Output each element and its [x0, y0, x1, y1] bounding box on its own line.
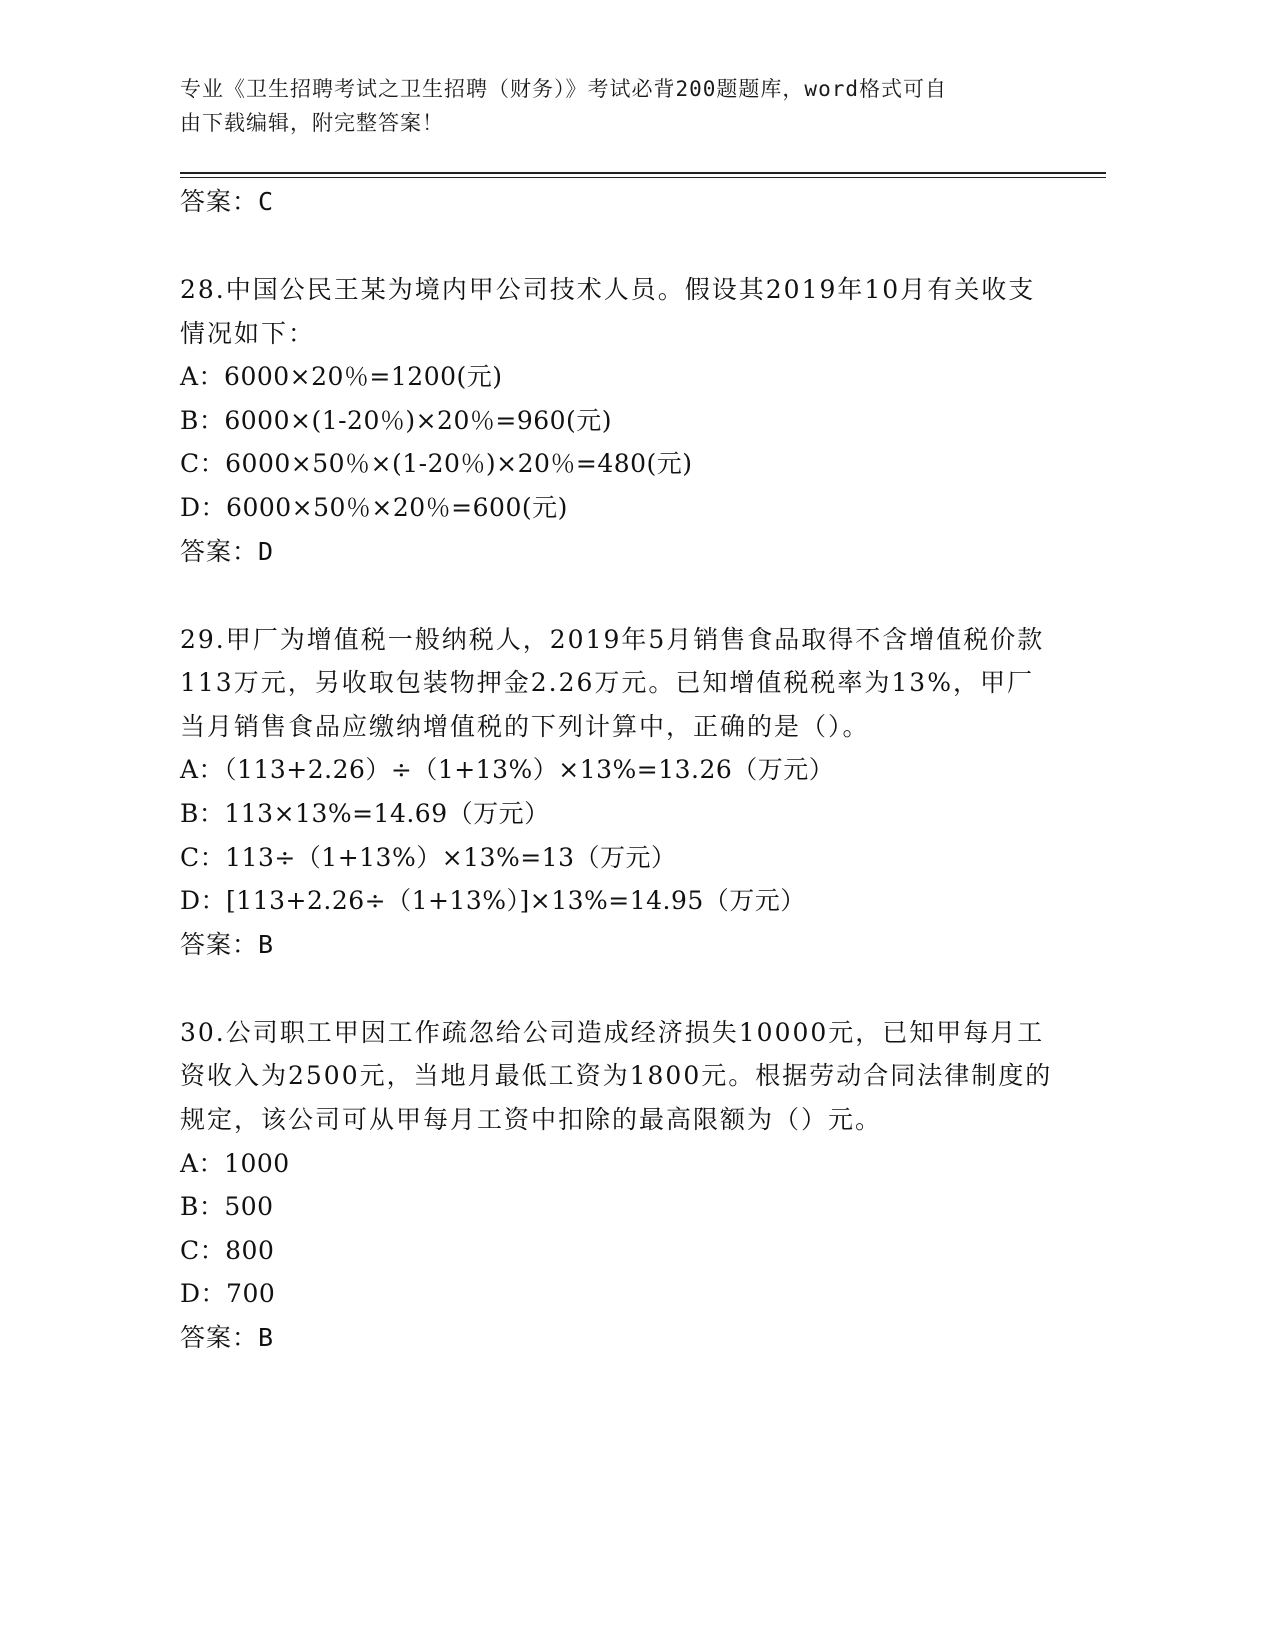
option-b: B：113×13%=14.69（万元）	[180, 798, 550, 828]
question-block-29	[180, 618, 1060, 967]
document-body	[180, 180, 1060, 1360]
question-text: 30.公司职工甲因工作疏忽给公司造成经济损失10000元，已知甲每月工资收入为2500元，当地月最低工资为1800元。根据劳动合同法律制度的规定，该公司可从甲每月工资中扣除的最高限额为（）元。	[180, 1017, 1053, 1134]
header-line-2: 由下载编辑，附完整答案！	[180, 111, 444, 135]
answer-line: 答案：D	[180, 536, 275, 566]
option-d: D：700	[180, 1279, 276, 1309]
answer-line: 答案：B	[180, 929, 275, 959]
answer-line: 答案：B	[180, 1322, 275, 1352]
option-c: C：113÷（1+13%）×13%=13（万元）	[180, 842, 677, 872]
question-block-30	[180, 1011, 1060, 1360]
option-b: B：6000×(1-20％)×20％=960(元)	[180, 405, 613, 435]
option-c: C：6000×50％×(1-20％)×20％=480(元)	[180, 449, 693, 479]
option-a: A：6000×20％=1200(元)	[180, 362, 503, 392]
question-block-28	[180, 268, 1060, 574]
header-line-1: 专业《卫生招聘考试之卫生招聘（财务）》考试必背200题题库，word格式可自	[180, 77, 947, 101]
spacer	[180, 967, 1060, 1011]
spacer	[180, 224, 1060, 268]
option-a: A：1000	[180, 1148, 290, 1178]
option-d: D：[113+2.26÷（1+13%）]×13%=14.95（万元）	[180, 886, 806, 916]
header-rule-thin	[180, 177, 1106, 178]
document-header	[180, 72, 1040, 140]
option-d: D：6000×50％×20％=600(元)	[180, 492, 568, 522]
option-a: A：（113+2.26）÷（1+13%）×13%=13.26（万元）	[180, 755, 835, 785]
question-text: 29.甲厂为增值税一般纳税人，2019年5月销售食品取得不含增值税价款113万元，另收取包装物押金2.26万元。已知增值税税率为13%，甲厂当月销售食品应缴纳增值税的下列计算中，正确的是（）。	[180, 624, 1045, 741]
spacer	[180, 574, 1060, 618]
header-rule-thick	[180, 172, 1106, 174]
previous-answer: 答案：C	[180, 187, 275, 216]
option-b: B：500	[180, 1192, 274, 1222]
option-c: C：800	[180, 1235, 275, 1265]
question-text: 28.中国公民王某为境内甲公司技术人员。假设其2019年10月有关收支情况如下：	[180, 275, 1036, 348]
